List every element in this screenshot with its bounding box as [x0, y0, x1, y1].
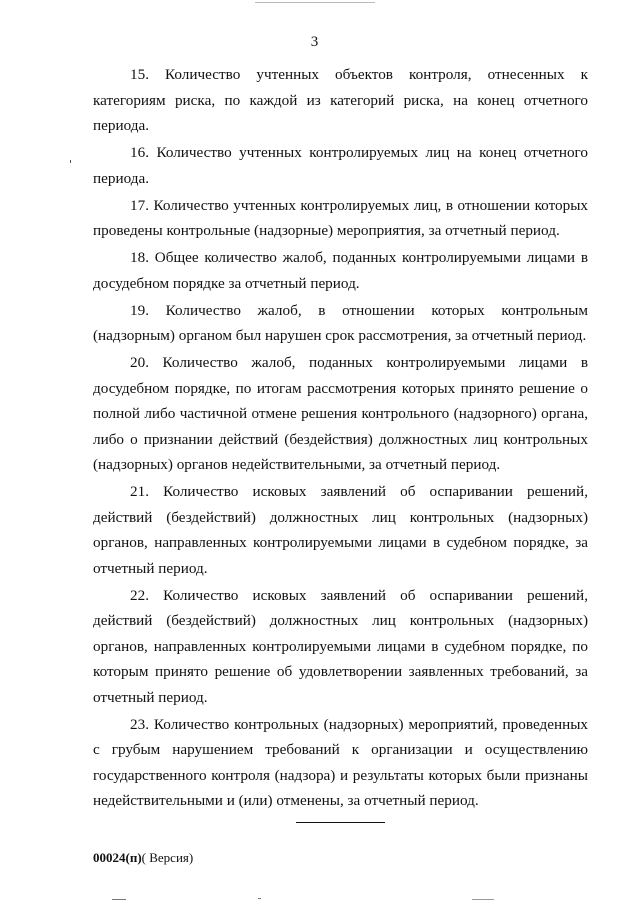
footer-separator-line — [296, 822, 385, 823]
document-version: ( Версия) — [141, 850, 194, 865]
paragraph-item-19: 19. Количество жалоб, в отношении которых контрольным (надзорным) органом был нарушен срок рассмотрения, за отчетный период. — [93, 301, 588, 344]
document-body — [93, 62, 588, 815]
document-code — [93, 850, 193, 866]
scan-artifact-bottom-right — [472, 899, 494, 900]
scan-artifact-bottom-mid — [258, 898, 261, 899]
paragraph-item-20: 20. Количество жалоб, поданных контролируемыми лицами в досудебном порядке, по итогам рассмотрения которых принято решение о полной либо частичной отмене решения контрольного (надзорного) органа, либо о признании действий (бездействия) должностных лиц контрольных (надзорных) органов недействительными, за отчетный период. — [93, 354, 588, 473]
document-code-number: 00024(п) — [93, 850, 142, 865]
page-number: 3 — [310, 34, 319, 50]
paragraph-item-15: 15. Количество учтенных объектов контроля, отнесенных к категориям риска, по каждой из категорий риска, на конец отчетного периода. — [93, 66, 588, 134]
scan-artifact-left — [70, 160, 71, 163]
scan-artifact-top — [255, 2, 375, 3]
paragraph-item-17: 17. Количество учтенных контролируемых лиц, в отношении которых проведены контрольные (надзорные) мероприятия, за отчетный период. — [93, 196, 588, 239]
paragraph-item-16: 16. Количество учтенных контролируемых лиц на конец отчетного периода. — [93, 144, 588, 187]
paragraph-item-21: 21. Количество исковых заявлений об оспаривании решений, действий (бездействий) должностных лиц контрольных (надзорных) органов, направленных контролируемыми лицами в судебном порядке, за отчетный период. — [93, 483, 588, 577]
paragraph-item-23: 23. Количество контрольных (надзорных) мероприятий, проведенных с грубым нарушением требований к организации и осуществлению государственного контроля (надзора) и результаты которых были признаны недействительными и (или) отменены, за отчетный период. — [93, 715, 588, 809]
scan-artifact-bottom-left — [112, 899, 126, 900]
paragraph-item-22: 22. Количество исковых заявлений об оспаривании решений, действий (бездействий) должностных лиц контрольных (надзорных) органов, направленных контролируемыми лицами в судебном порядке, по которым принято решение об удовлетворении заявленных требований, за отчетный период. — [93, 586, 588, 706]
paragraph-item-18: 18. Общее количество жалоб, поданных контролируемыми лицами в досудебном порядке за отчетный период. — [93, 249, 588, 292]
